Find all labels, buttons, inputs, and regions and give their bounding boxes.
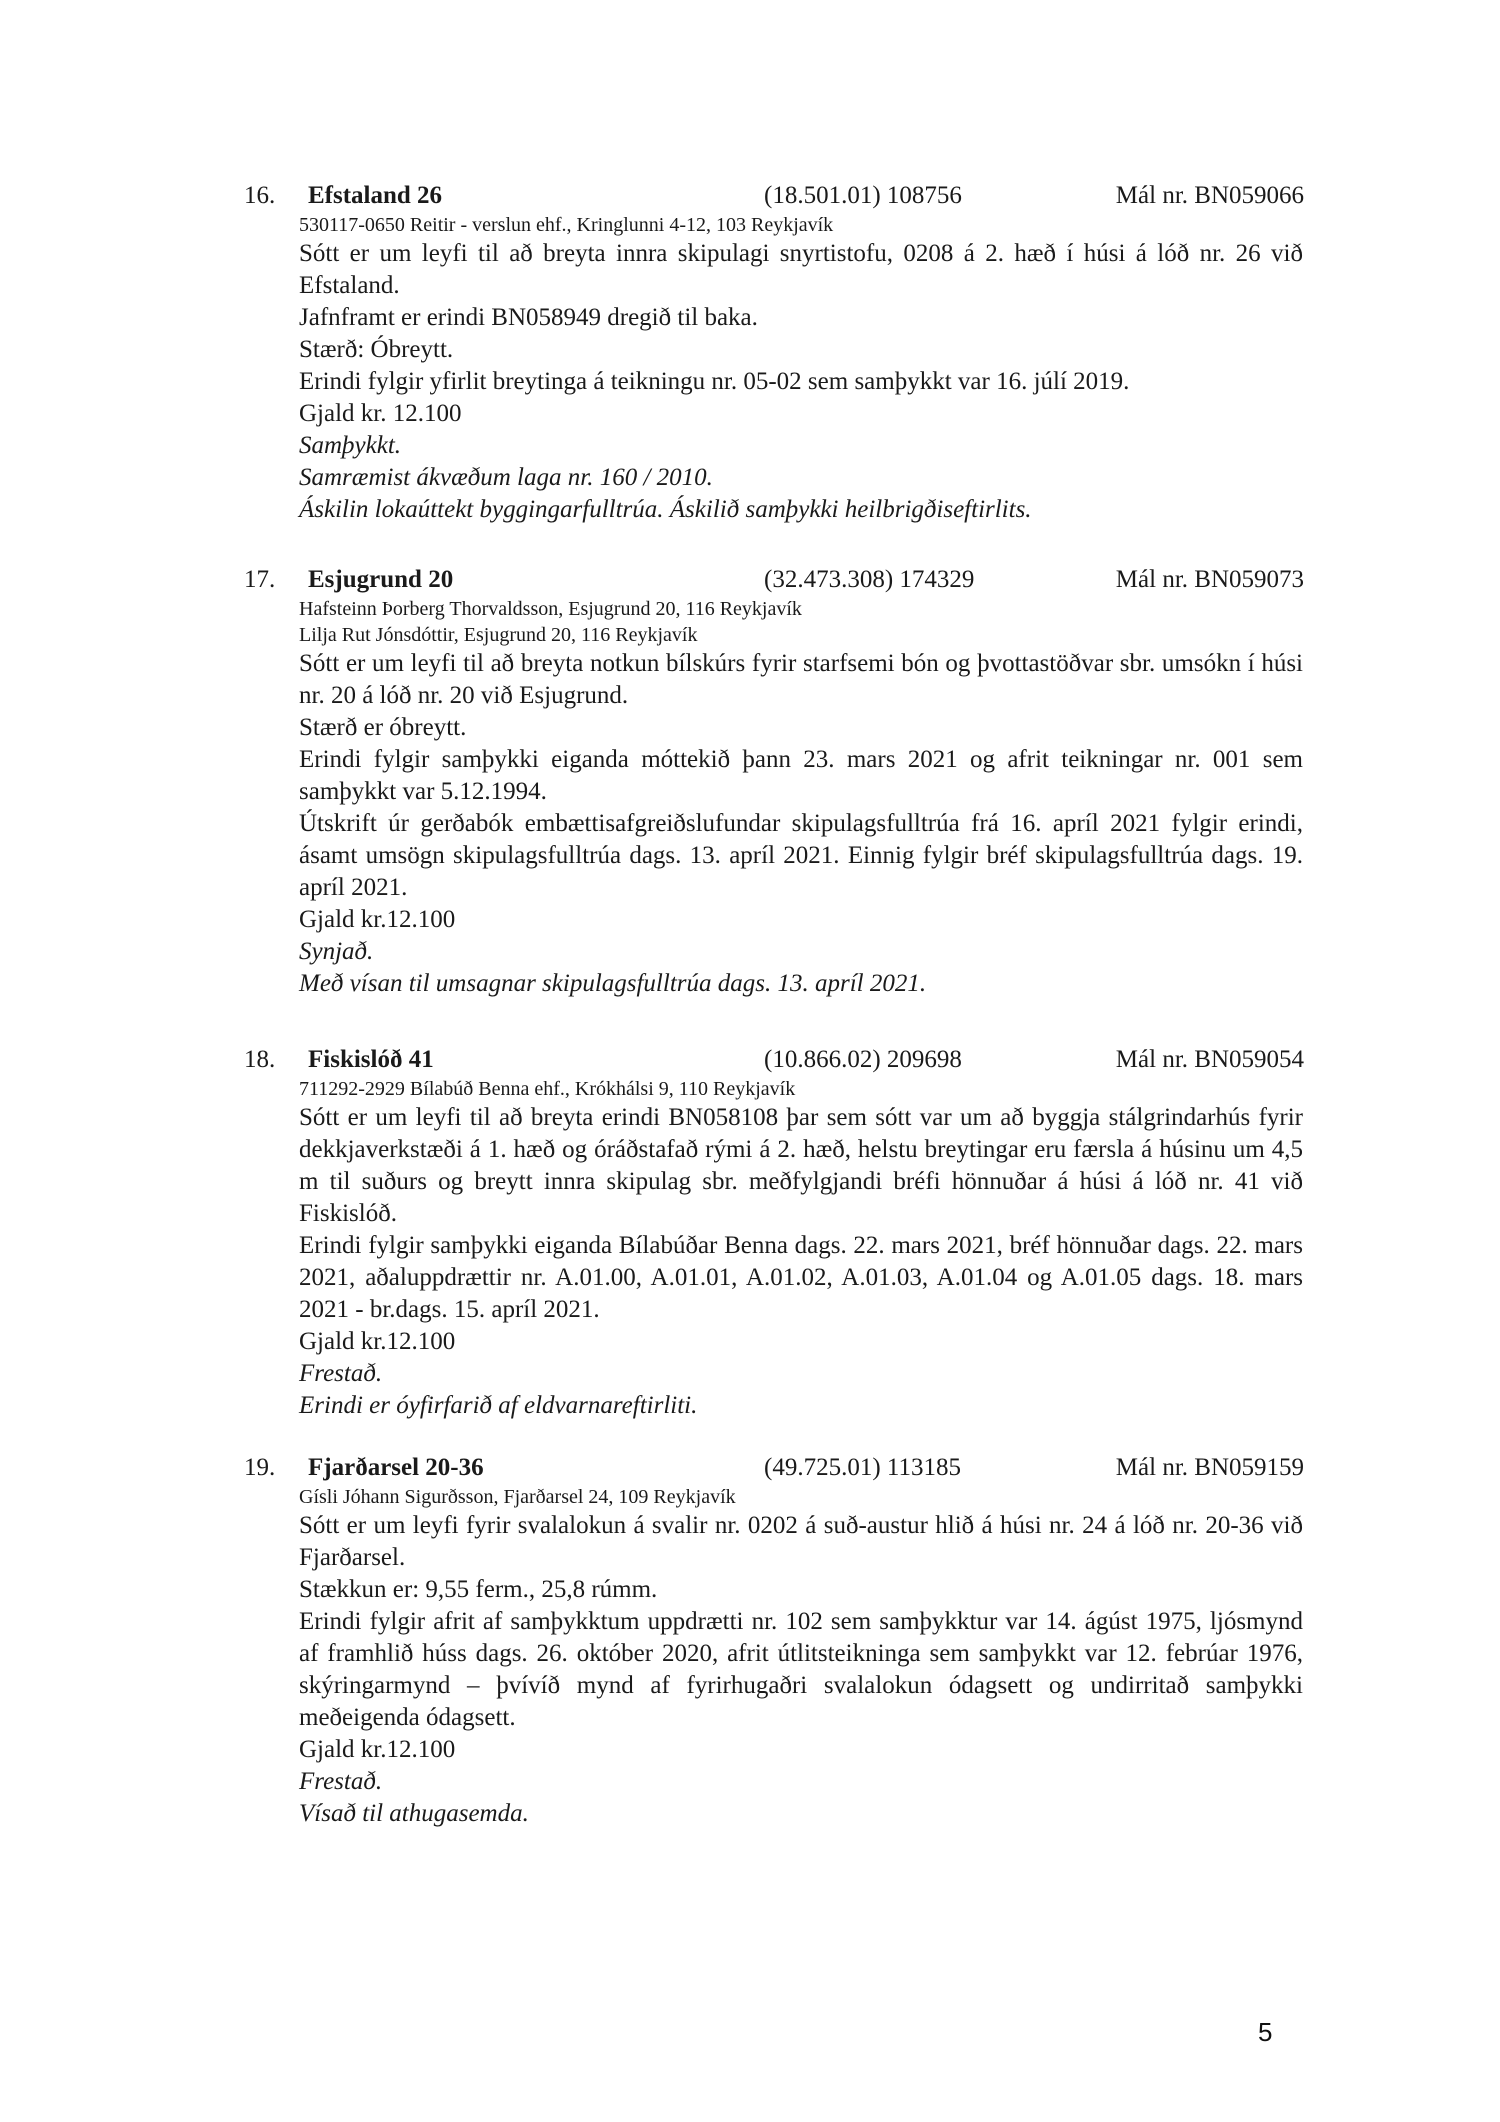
entry-decision: Frestað.	[299, 1768, 383, 1795]
entry-address: Esjugrund 20	[308, 566, 454, 593]
entry-case-number: Mál nr. BN059073	[1115, 566, 1304, 593]
entry-line: Sótt er um leyfi til að breyta notkun bílskúrs fyrir starfsemi bón og þvottastöðvar sbr. umsókn í húsi nr. 20 á lóð nr. 20 við Esjugrund.	[299, 650, 1303, 709]
entry-decision-note: Vísað til athugasemda.	[299, 1800, 529, 1827]
entry-decision: Synjað.	[299, 938, 374, 965]
case-entry	[244, 180, 1304, 526]
entry-line: Sótt er um leyfi til að breyta innra skipulagi snyrtistofu, 0208 á 2. hæð í húsi á lóð nr. 26 við Efstaland.	[299, 240, 1303, 299]
entry-reference: (10.866.02) 209698	[764, 1046, 962, 1073]
entry-body	[299, 1484, 1303, 1830]
entry-address: Fjarðarsel 20-36	[308, 1454, 484, 1481]
entry-header	[244, 180, 1304, 212]
entry-fee: Gjald kr.12.100	[299, 1736, 456, 1763]
entry-line: Stærð er óbreytt.	[299, 714, 467, 741]
entry-body	[299, 212, 1303, 526]
entry-number: 16.	[244, 182, 276, 209]
entry-decision-note: Samræmist ákvæðum laga nr. 160 / 2010.	[299, 464, 713, 491]
entry-line: Erindi fylgir yfirlit breytinga á teikningu nr. 05-02 sem samþykkt var 16. júlí 2019.	[299, 368, 1130, 395]
entry-number: 19.	[244, 1454, 276, 1481]
entry-line: Stækkun er: 9,55 ferm., 25,8 rúmm.	[299, 1576, 658, 1603]
entry-header	[244, 1452, 1304, 1484]
entry-fee: Gjald kr.12.100	[299, 1328, 456, 1355]
entry-address: Efstaland 26	[308, 182, 443, 209]
entry-line: Jafnframt er erindi BN058949 dregið til baka.	[299, 304, 758, 331]
entry-case-number: Mál nr. BN059054	[1115, 1046, 1304, 1073]
entry-address: Fiskislóð 41	[308, 1046, 434, 1073]
entry-reference: (18.501.01) 108756	[764, 182, 962, 209]
entry-line: Sótt er um leyfi til að breyta erindi BN058108 þar sem sótt var um að byggja stálgrindarhús fyrir dekkjaverkstæði á 1. hæð og óráðstafað rými á 2. hæð, helstu breytingar eru færsla á húsinu um 4,5 m til suðurs og breytt innra skipulag sbr. meðfylgjandi bréfi hönnuðar á húsi á lóð nr. 41 við Fiskislóð.	[299, 1104, 1303, 1227]
entry-line: Sótt er um leyfi fyrir svalalokun á svalir nr. 0202 á suð-austur hlið á húsi nr. 24 á lóð nr. 20-36 við Fjarðarsel.	[299, 1512, 1303, 1571]
page-number: 5	[1258, 2017, 1273, 2047]
entry-case-number: Mál nr. BN059159	[1115, 1454, 1304, 1481]
entry-decision-note: Með vísan til umsagnar skipulagsfulltrúa dags. 13. apríl 2021.	[299, 970, 927, 997]
entry-number: 18.	[244, 1046, 276, 1073]
entry-case-number: Mál nr. BN059066	[1115, 182, 1304, 209]
entry-decision: Samþykkt.	[299, 432, 402, 459]
case-entry	[244, 1044, 1304, 1422]
entry-header	[244, 1044, 1304, 1076]
case-entry	[244, 1452, 1304, 1830]
entry-fee: Gjald kr.12.100	[299, 906, 456, 933]
entry-body	[299, 1076, 1303, 1422]
entry-line: Erindi fylgir afrit af samþykktum uppdrætti nr. 102 sem samþykktur var 14. ágúst 1975, ljósmynd af framhlið húss dags. 26. október 2020, afrit útlitsteikninga sem samþykkt var 12. febrúar 1976, skýringarmynd – þvívíð mynd af fyrirhugaðri svalalokun ódagsett og undirritað samþykki meðeigenda ódagsett.	[299, 1608, 1303, 1731]
applicant: Lilja Rut Jónsdóttir, Esjugrund 20, 116 Reykjavík	[299, 624, 698, 646]
entry-line: Erindi fylgir samþykki eiganda móttekið þann 23. mars 2021 og afrit teikningar nr. 001 sem samþykkt var 5.12.1994.	[299, 746, 1303, 805]
entry-line: Erindi fylgir samþykki eiganda Bílabúðar Benna dags. 22. mars 2021, bréf hönnuðar dags. 22. mars 2021, aðaluppdrættir nr. A.01.00, A.01.01, A.01.02, A.01.03, A.01.04 og A.01.05 dags. 18. mars 2021 - br.dags. 15. apríl 2021.	[299, 1232, 1303, 1323]
applicant: 530117-0650 Reitir - verslun ehf., Kringlunni 4-12, 103 Reykjavík	[299, 214, 834, 236]
entry-body	[299, 596, 1303, 1000]
entry-fee: Gjald kr. 12.100	[299, 400, 462, 427]
entry-reference: (49.725.01) 113185	[764, 1454, 961, 1481]
entry-decision: Frestað.	[299, 1360, 383, 1387]
entry-decision-note: Erindi er óyfirfarið af eldvarnareftirliti.	[299, 1392, 698, 1419]
case-entry	[244, 564, 1304, 1000]
entry-line: Stærð: Óbreytt.	[299, 336, 454, 363]
entry-number: 17.	[244, 566, 276, 593]
entry-decision-note: Áskilin lokaúttekt byggingarfulltrúa. Áskilið samþykki heilbrigðiseftirlits.	[299, 496, 1032, 523]
entry-line: Útskrift úr gerðabók embættisafgreiðslufundar skipulagsfulltrúa frá 16. apríl 2021 fylgir erindi, ásamt umsögn skipulagsfulltrúa dags. 13. apríl 2021. Einnig fylgir bréf skipulagsfulltrúa dags. 19. apríl 2021.	[299, 810, 1303, 901]
applicant: Hafsteinn Þorberg Thorvaldsson, Esjugrund 20, 116 Reykjavík	[299, 598, 802, 620]
applicant: Gísli Jóhann Sigurðsson, Fjarðarsel 24, 109 Reykjavík	[299, 1486, 736, 1508]
applicant: 711292-2929 Bílabúð Benna ehf., Krókhálsi 9, 110 Reykjavík	[299, 1078, 796, 1100]
entry-header	[244, 564, 1304, 596]
entry-reference: (32.473.308) 174329	[764, 566, 975, 593]
